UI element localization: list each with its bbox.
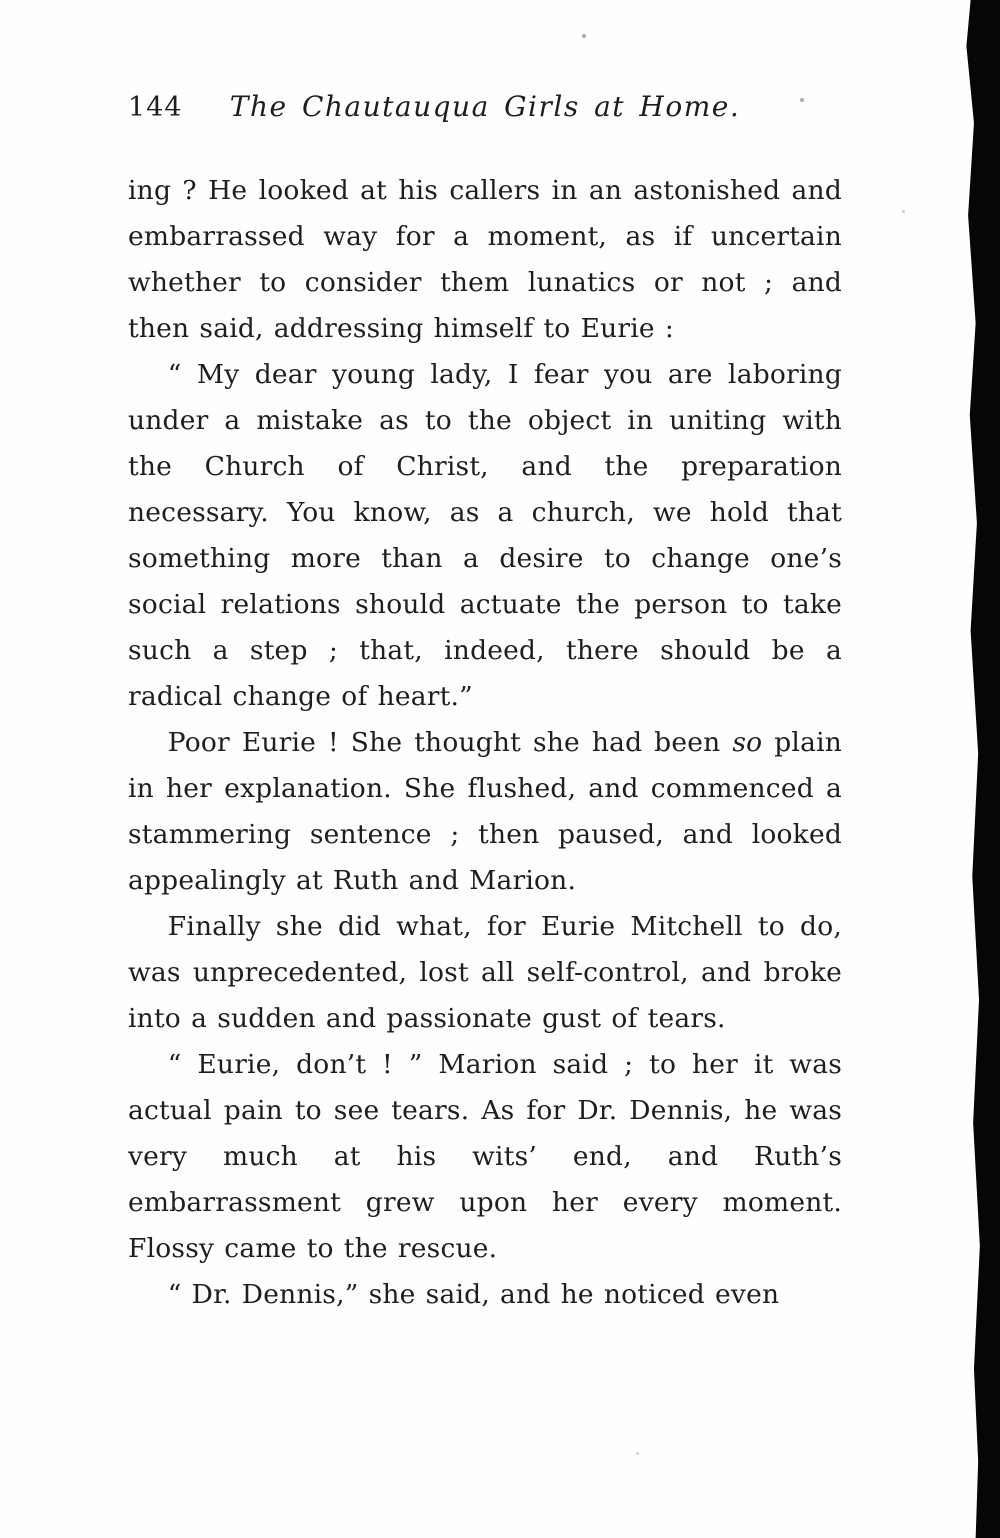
scan-speck bbox=[636, 1452, 639, 1455]
paragraph-3 bbox=[128, 720, 842, 904]
paragraph-4: Finally she did what, for Eurie Mitchell to do, was unprecedented, lost all self-control, and broke into a sudden and passionate gust of tears. bbox=[128, 911, 842, 1034]
paragraph-6: “ Dr. Dennis,” she said, and he noticed even bbox=[167, 1279, 780, 1310]
scan-speck bbox=[800, 98, 804, 102]
scan-speck bbox=[582, 34, 586, 38]
paragraph-2: “ My dear young lady, I fear you are laboring under a mistake as to the object in uniting with the Church of Christ, and the preparation necessary. You know, as a church, we hold that something more than a desire to change one’s social relations should actuate the person to take such a step ; that, indeed, there should be a radical change of heart.” bbox=[128, 359, 842, 712]
paragraph-5: “ Eurie, don’t ! ” Marion said ; to her it was actual pain to see tears. As for Dr. Dennis, he was very much at his wits’ end, and Ruth’s embarrassment grew upon her every moment. Flossy came to the rescue. bbox=[128, 1049, 842, 1264]
page-number: 144 bbox=[128, 92, 183, 123]
page-header bbox=[128, 90, 842, 130]
scan-speck bbox=[902, 210, 905, 213]
paragraph-1: ing ? He looked at his callers in an astonished and embarrassed way for a moment, as if uncertain whether to consider them lunatics or not ; and then said, addressing himself to Eurie : bbox=[128, 175, 842, 344]
paragraph-3-run-3: plain in her explanation. She flushed, and commenced a stammering sentence ; then paused, and looked appealingly at Ruth and Marion. bbox=[128, 727, 843, 896]
paragraph-3-run-1: Poor Eurie ! She thought she had been bbox=[167, 727, 733, 758]
text-block bbox=[128, 168, 842, 1318]
running-title: The Chautauqua Girls at Home. bbox=[229, 90, 741, 123]
scan-binding-shadow bbox=[958, 0, 1000, 1538]
paragraph-3-run-2-italic: so bbox=[732, 727, 763, 758]
